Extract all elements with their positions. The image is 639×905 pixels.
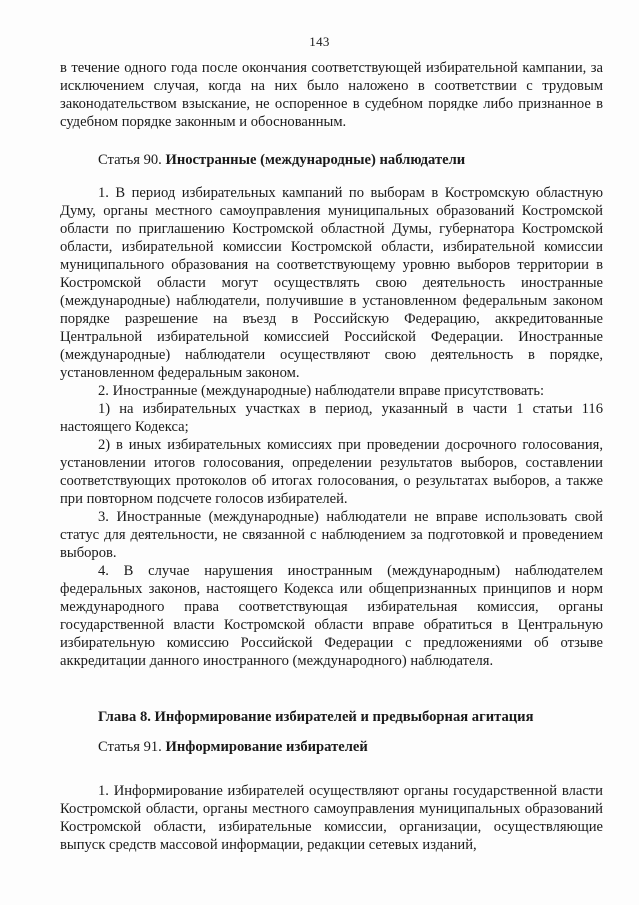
article-91-title: Информирование избирателей xyxy=(165,739,368,755)
article-91-part-1: 1. Информирование избирателей осуществляют органы государственной власти Костромской области, органы местного самоуправления муниципальных образований Костромской области, избирательные комиссии, организации, осуществляющие выпуск средств массовой информации, редакции сетевых изданий, xyxy=(60,783,603,853)
article-90-part-2-item-1: 1) на избирательных участках в период, указанный в части 1 статьи 116 настоящего Кодекса; xyxy=(60,401,603,435)
article-90-heading xyxy=(60,151,603,169)
page-number: 143 xyxy=(309,34,330,49)
article-90-prefix: Статья 90. xyxy=(98,152,166,168)
article-91-prefix: Статья 91. xyxy=(98,739,166,755)
chapter-8-heading: Глава 8. Информирование избирателей и предвыборная агитация xyxy=(98,709,534,725)
document-body xyxy=(60,59,603,854)
article-90-title: Иностранные (международные) наблюдатели xyxy=(165,152,466,168)
article-90-part-2: 2. Иностранные (международные) наблюдатели вправе присутствовать: xyxy=(98,383,545,399)
article-91-heading xyxy=(60,738,603,756)
article-90-part-4: 4. В случае нарушения иностранным (международным) наблюдателем федеральных законов, настоящего Кодекса или общепризнанных принципов и норм международного права соответствующая избирательная комиссия, органы государственной власти Костромской области вправе обратиться в Центральную избирательную комиссию Российской Федерации с предложениями об отзыве аккредитации данного иностранного (международного) наблюдателя. xyxy=(60,563,603,669)
intro-paragraph: в течение одного года после окончания соответствующей избирательной кампании, за исключением случая, когда на них было наложено в соответствии с трудовым законодательством взыскание, не оспоренное в судебном порядке либо признанное в судебном порядке законным и обоснованным. xyxy=(60,60,603,130)
article-90-part-1: 1. В период избирательных кампаний по выборам в Костромскую областную Думу, органы местного самоуправления муниципальных образований Костромской области по приглашению Костромской областной Думы, губернатора Костромской области, избирательной комиссии Костромской области, избирательной комиссии муниципального образования на соответствующему уровню выборов территории в Костромской области могут осуществлять свою деятельность иностранные (международные) наблюдатели, получившие в установленном федеральным законом порядке разрешение на въезд в Российскую Федерацию, аккредитованные Центральной избирательной комиссией Российской Федерации. Иностранные (международные) наблюдатели осуществляют свою деятельность в порядке, установленном федеральным законом. xyxy=(60,185,603,381)
article-90-part-3: 3. Иностранные (международные) наблюдатели не вправе использовать свой статус для деятельности, не связанной с наблюдением за подготовкой и проведением выборов. xyxy=(60,509,603,561)
article-90-part-2-item-2: 2) в иных избирательных комиссиях при проведении досрочного голосования, установлении итогов голосования, определении результатов выборов, составлении соответствующих протоколов об итогах голосования, о результатах выборов, а также при повторном подсчете голосов избирателей. xyxy=(60,437,603,507)
